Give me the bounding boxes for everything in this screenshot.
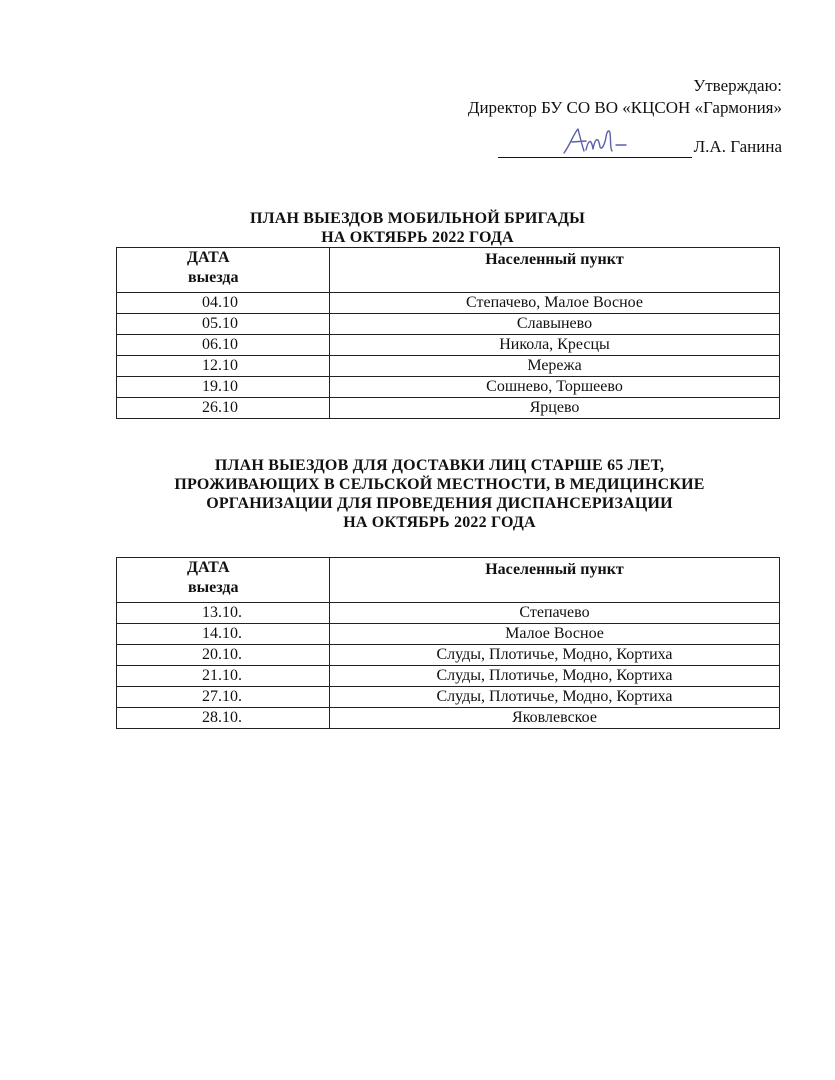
row-date: 20.10. bbox=[117, 645, 330, 666]
row-date: 13.10. bbox=[117, 603, 330, 624]
place-column-header: Населенный пункт bbox=[330, 558, 780, 603]
row-date: 19.10 bbox=[117, 377, 330, 398]
date-column-header bbox=[117, 248, 330, 293]
date-header-line2: выезда bbox=[188, 579, 239, 596]
signature-line bbox=[498, 136, 782, 158]
row-place: Никола, Кресцы bbox=[330, 335, 780, 356]
table-row bbox=[117, 603, 780, 624]
row-place: Слуды, Плотичье, Модно, Кортиха bbox=[330, 666, 780, 687]
row-place: Яковлевское bbox=[330, 708, 780, 729]
section1-title-line1: ПЛАН ВЫЕЗДОВ МОБИЛЬНОЙ БРИГАДЫ bbox=[249, 210, 586, 227]
table-row bbox=[117, 666, 780, 687]
row-date: 21.10. bbox=[117, 666, 330, 687]
row-date: 14.10. bbox=[117, 624, 330, 645]
approval-block bbox=[468, 75, 782, 119]
table-row bbox=[117, 293, 780, 314]
table-row bbox=[117, 356, 780, 377]
section2-title-line4: НА ОКТЯБРЬ 2022 ГОДА bbox=[343, 514, 536, 531]
row-date: 28.10. bbox=[117, 708, 330, 729]
table-row bbox=[117, 335, 780, 356]
section2-title bbox=[22, 456, 835, 532]
table-row bbox=[117, 377, 780, 398]
date-header-line1: ДАТА bbox=[187, 249, 230, 266]
mobile-brigade-table bbox=[116, 247, 780, 419]
row-place: Мережа bbox=[330, 356, 780, 377]
approval-heading: Утверждаю: bbox=[693, 76, 782, 95]
signature-underline bbox=[498, 137, 692, 158]
section1-title bbox=[0, 209, 835, 247]
table-row bbox=[117, 708, 780, 729]
row-place: Малое Восное bbox=[330, 624, 780, 645]
table-row bbox=[117, 687, 780, 708]
row-place: Ярцево bbox=[330, 398, 780, 419]
date-header-line2: выезда bbox=[188, 269, 239, 286]
section2-title-line1: ПЛАН ВЫЕЗДОВ ДЛЯ ДОСТАВКИ ЛИЦ СТАРШЕ 65 ЛЕТ, bbox=[214, 457, 665, 474]
signatory-name: Л.А. Ганина bbox=[693, 137, 782, 156]
section1-title-line2: НА ОКТЯБРЬ 2022 ГОДА bbox=[321, 229, 514, 246]
section2-title-line2: ПРОЖИВАЮЩИХ В СЕЛЬСКОЙ МЕСТНОСТИ, В МЕДИЦИНСКИЕ bbox=[174, 476, 705, 493]
approval-position: Директор БУ СО ВО «КЦСОН «Гармония» bbox=[467, 98, 782, 117]
row-date: 05.10 bbox=[117, 314, 330, 335]
row-place: Степачево bbox=[330, 603, 780, 624]
table-row bbox=[117, 314, 780, 335]
row-date: 04.10 bbox=[117, 293, 330, 314]
row-place: Слуды, Плотичье, Модно, Кортиха bbox=[330, 687, 780, 708]
table-row bbox=[117, 645, 780, 666]
table-header-row bbox=[117, 558, 780, 603]
row-date: 12.10 bbox=[117, 356, 330, 377]
row-date: 27.10. bbox=[117, 687, 330, 708]
row-place: Славынево bbox=[330, 314, 780, 335]
table-header-row bbox=[117, 248, 780, 293]
row-date: 26.10 bbox=[117, 398, 330, 419]
handwritten-signature bbox=[560, 123, 640, 159]
date-column-header bbox=[117, 558, 330, 603]
table-row bbox=[117, 398, 780, 419]
row-place: Сошнево, Торшеево bbox=[330, 377, 780, 398]
row-place: Слуды, Плотичье, Модно, Кортиха bbox=[330, 645, 780, 666]
section2-title-line3: ОРГАНИЗАЦИИ ДЛЯ ПРОВЕДЕНИЯ ДИСПАНСЕРИЗАЦИИ bbox=[206, 495, 673, 512]
medical-transport-table bbox=[116, 557, 780, 729]
place-column-header: Населенный пункт bbox=[330, 248, 780, 293]
row-date: 06.10 bbox=[117, 335, 330, 356]
table-row bbox=[117, 624, 780, 645]
date-header-line1: ДАТА bbox=[187, 559, 230, 576]
row-place: Степачево, Малое Восное bbox=[330, 293, 780, 314]
